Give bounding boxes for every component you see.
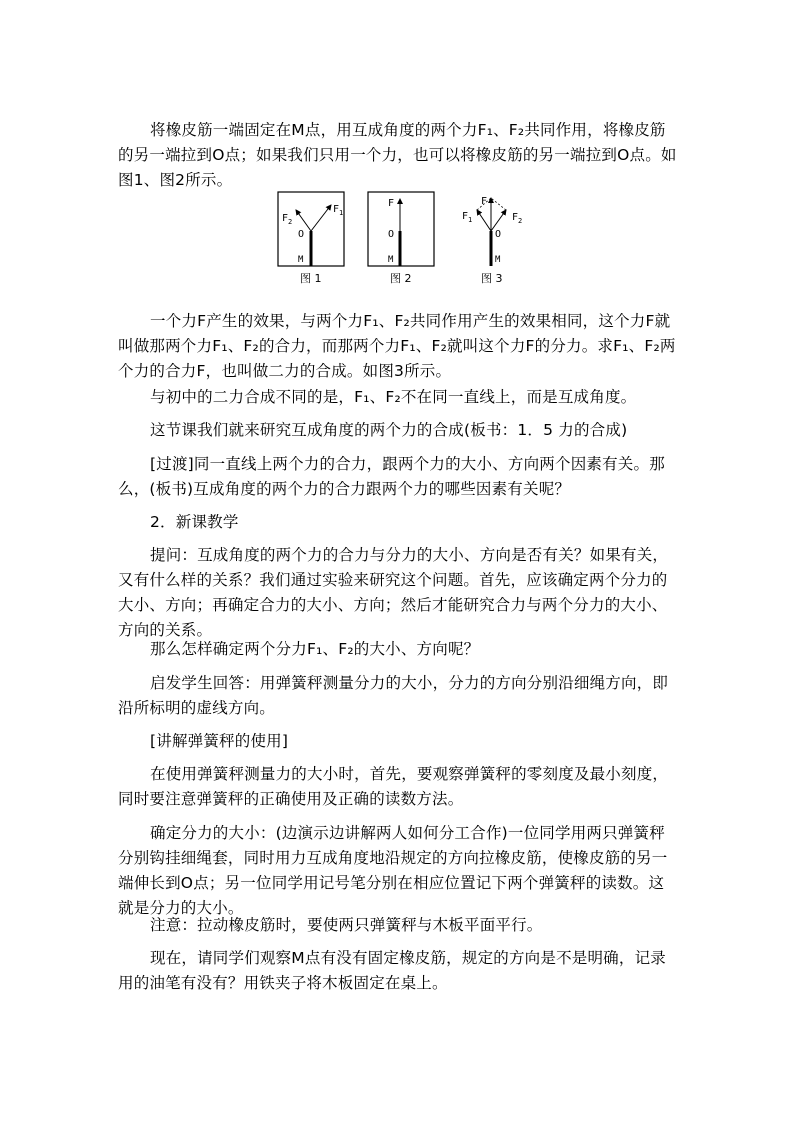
paragraph-how-determine: 那么怎样确定两个分力F₁、F₂的大小、方向呢？ — [150, 640, 480, 658]
fig3-m-label: M — [495, 255, 501, 265]
fig1-f2-sub: 2 — [288, 218, 293, 226]
fig3-f-label: F — [481, 196, 488, 207]
figure-2-diagram — [368, 192, 434, 266]
paragraph-determine-magnitude: 确定分力的大小：(边演示边讲解两人如何分工合作)一位同学用两只弹簧秤分别钩挂细绳套，同时用力互成角度地沿规定的方向拉橡皮筋，使橡皮筋的另一端伸长到O点；另一位同学用记号笔分别在相应位置记下两个弹簧秤的读数。这就是分力的大小。 — [118, 824, 668, 917]
figure-1-diagram — [278, 192, 344, 266]
fig2-f-label: F — [388, 198, 395, 209]
figure-2-caption: 图 2 — [390, 272, 412, 285]
paragraph-question: 提问：互成角度的两个力的合力与分力的大小、方向是否有关？如果有关，又有什么样的关系？我们通过实验来研究这个问题。首先，应该确定两个分力的大小、方向；再确定合力的大小、方向；然后才能研究合力与两个分力的大小、方向的关系。 — [118, 546, 669, 639]
fig2-o-label: O — [388, 229, 395, 240]
paragraph-transition: [过渡]同一直线上两个力的合力，跟两个力的大小、方向两个因素有关。那么，(板书)互成角度的两个力的合力跟两个力的哪些因素有关呢？ — [118, 455, 665, 498]
fig1-m-label: M — [298, 255, 304, 265]
figure-1-caption: 图 1 — [300, 272, 322, 285]
paragraph-difference: 与初中的二力合成不同的是，F₁、F₂不在同一直线上，而是互成角度。 — [150, 388, 637, 406]
section-heading-spring-scale: [讲解弹簧秤的使用] — [150, 732, 289, 750]
figure-3-caption: 图 3 — [481, 272, 503, 285]
fig1-f1-sub: 1 — [339, 209, 344, 217]
paragraph-intro: 将橡皮筋一端固定在M点，用互成角度的两个力F₁、F₂共同作用，将橡皮筋的另一端拉到O点；如果我们只用一个力，也可以将橡皮筋的另一端拉到O点。如图1、图2所示。 — [118, 121, 677, 189]
paragraph-note: 注意：拉动橡皮筋时，要使两只弹簧秤与木板平面平行。 — [150, 916, 543, 934]
fig3-f2-label: F — [512, 212, 519, 223]
paragraph-observe: 现在，请同学们观察M点有没有固定橡皮筋，规定的方向是不是明确，记录用的油笔有没有？用铁夹子将木板固定在桌上。 — [118, 949, 666, 992]
fig3-f1-sub: 1 — [468, 216, 473, 224]
fig2-m-label: M — [388, 255, 394, 265]
fig1-f2-label: F — [282, 213, 289, 224]
paragraph-lesson-topic: 这节课我们就来研究互成角度的两个力的合成(板书：1．5 力的合成) — [150, 421, 628, 439]
section-heading-new-lesson: 2．新课教学 — [150, 513, 239, 531]
paragraph-student-answer: 启发学生回答：用弹簧秤测量分力的大小，分力的方向分别沿细绳方向，即沿所标明的虚线方向。 — [118, 674, 669, 717]
figure-3-diagram — [462, 196, 522, 266]
fig1-o-label: O — [298, 229, 305, 240]
fig1-f1-label: F — [333, 204, 340, 215]
fig3-f1-label: F — [462, 211, 469, 222]
paragraph-spring-scale-usage: 在使用弹簧秤测量力的大小时，首先，要观察弹簧秤的零刻度及最小刻度，同时要注意弹簧秤的正确使用及正确的读数方法。 — [118, 765, 669, 808]
fig3-o-label: O — [495, 229, 502, 240]
fig3-f2-sub: 2 — [518, 217, 523, 225]
paragraph-resultant-definition: 一个力F产生的效果，与两个力F₁、F₂共同作用产生的效果相同，这个力F就叫做那两个力F₁、F₂的合力，而那两个力F₁、F₂就叫这个力F的分力。求F₁、F₂两个力的合力F，也叫做二力的合成。如图3所示。 — [118, 312, 676, 380]
